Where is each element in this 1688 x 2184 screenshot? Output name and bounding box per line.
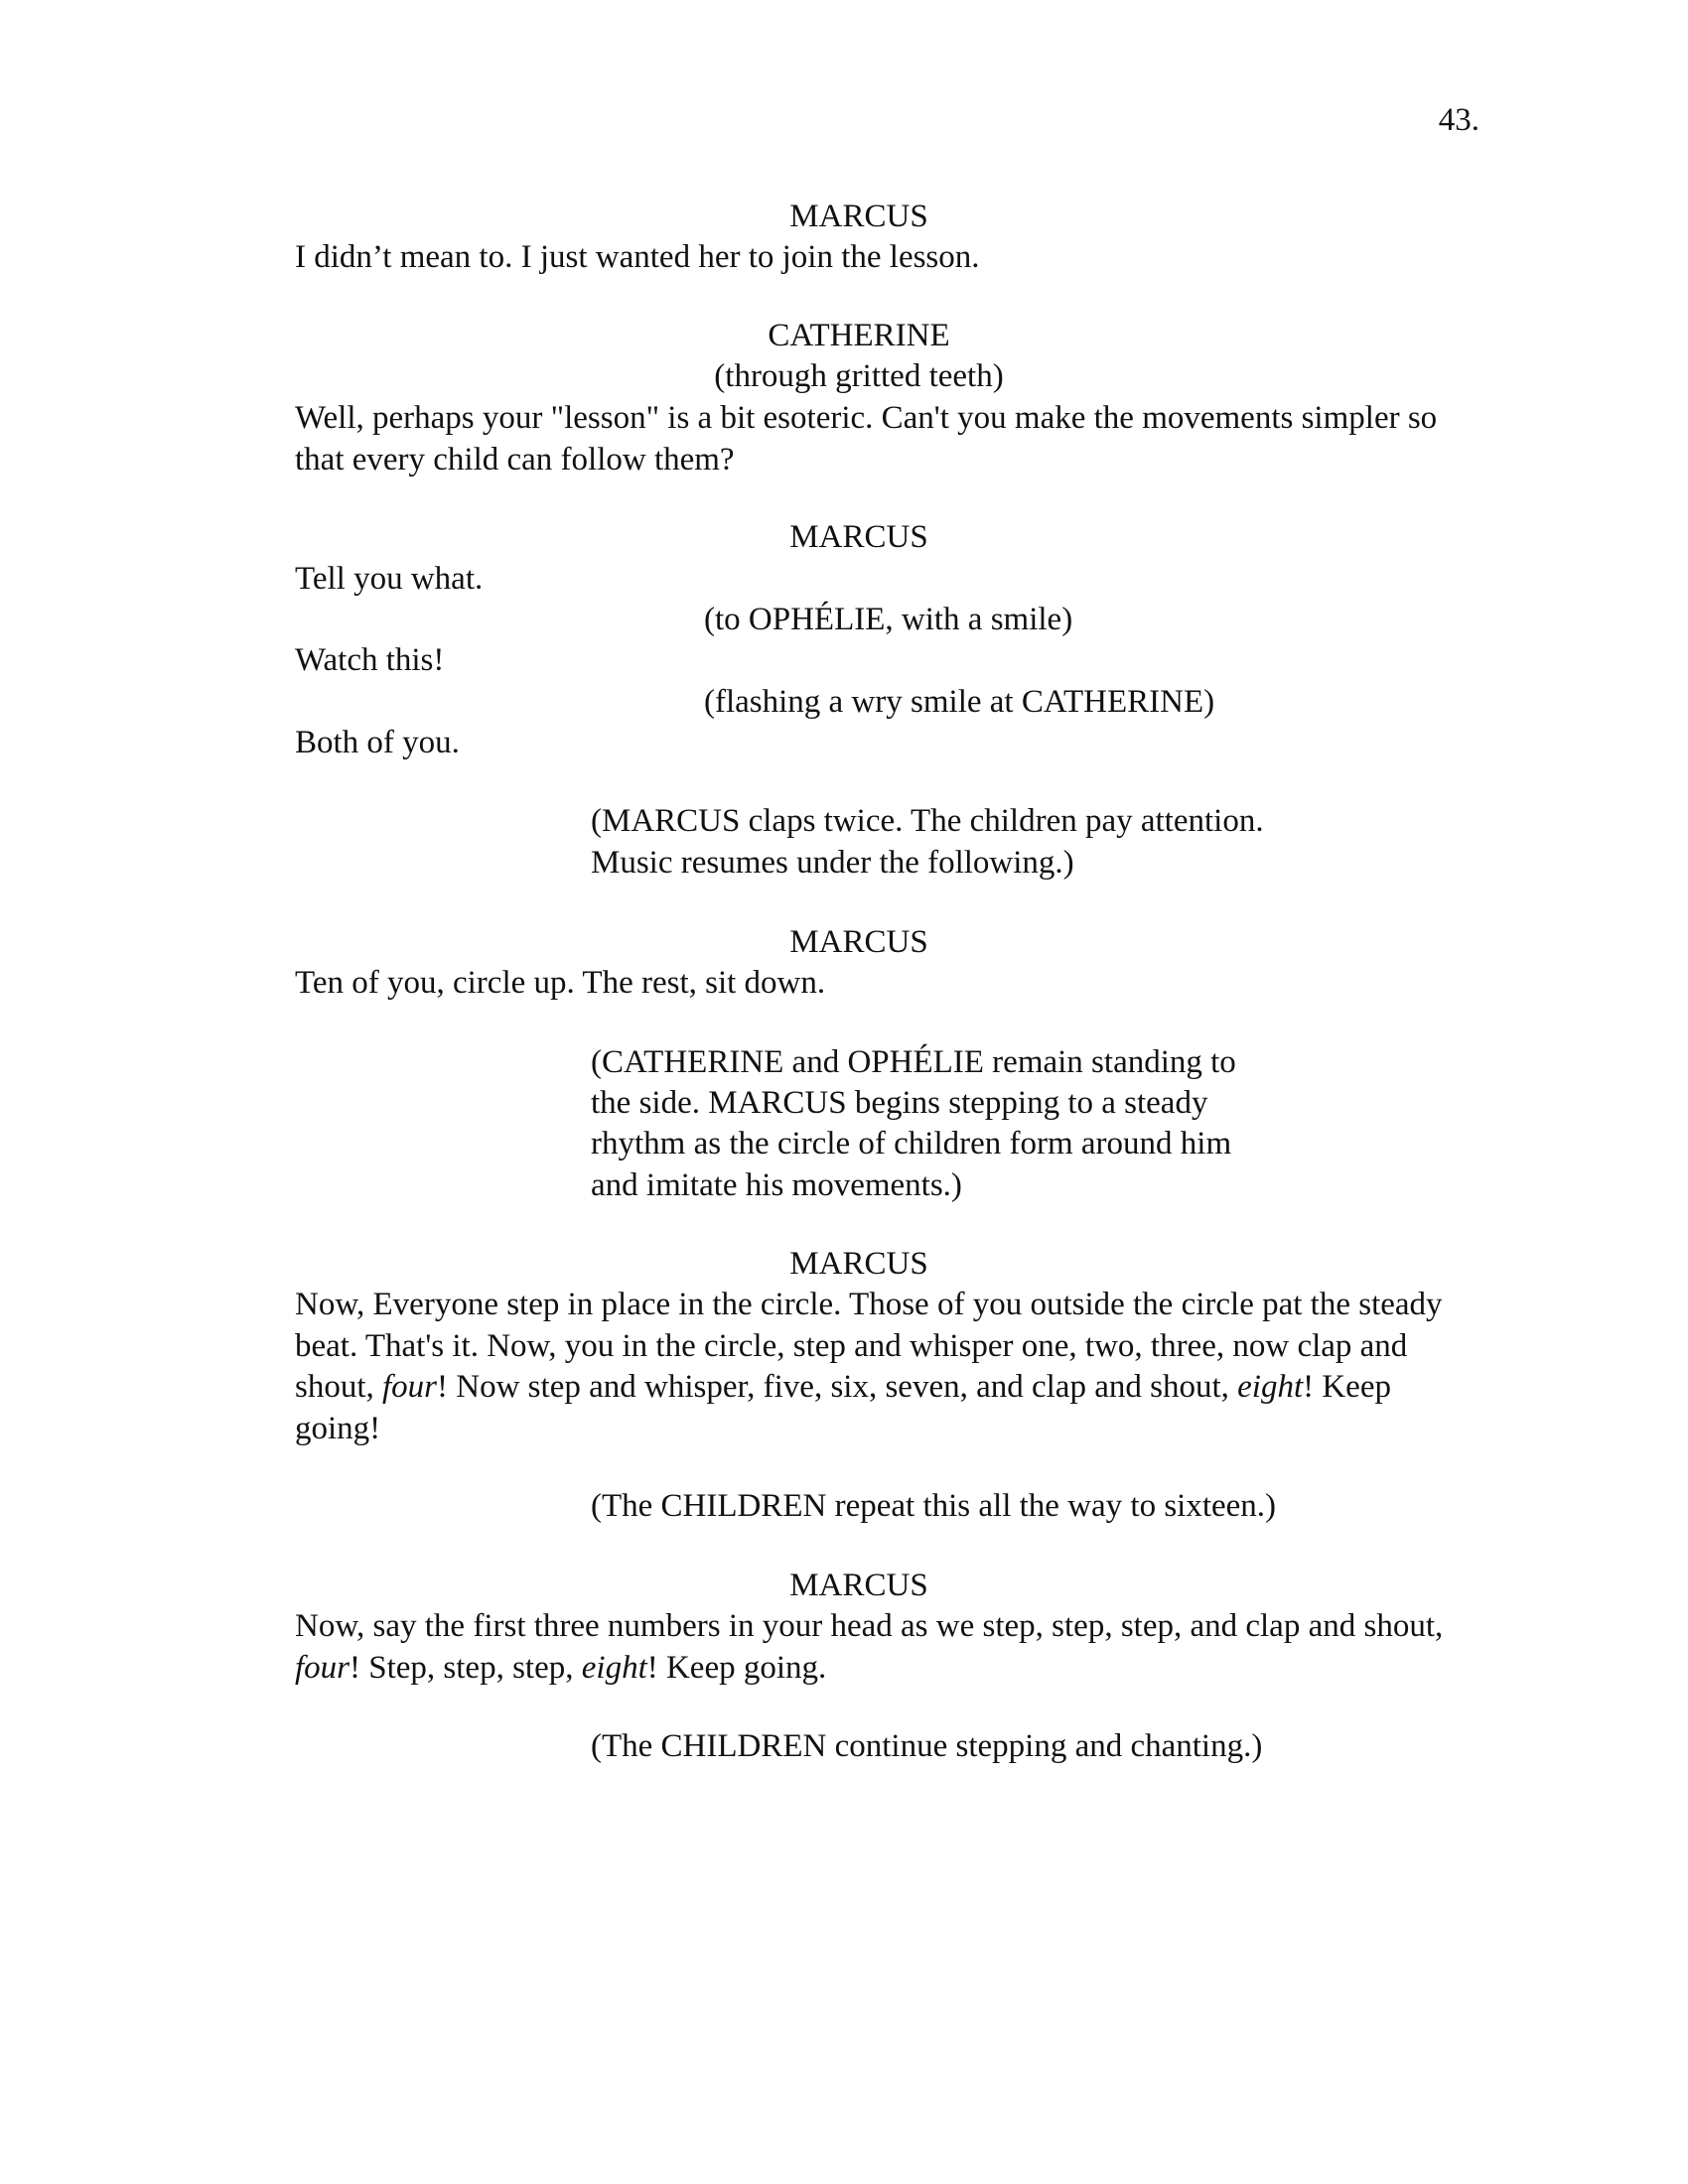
page-number: 43. bbox=[1438, 102, 1479, 138]
stage-direction: and imitate his movements.) bbox=[591, 1167, 962, 1203]
dialogue-line: that every child can follow them? bbox=[295, 442, 735, 478]
dialogue-line: Ten of you, circle up. The rest, sit down. bbox=[295, 965, 826, 1001]
dialogue-line: Tell you what. bbox=[295, 561, 484, 597]
dialogue-line: beat. That's it. Now, you in the circle, step and whisper one, two, three, now clap and bbox=[295, 1328, 1408, 1364]
parenthetical: (through gritted teeth) bbox=[714, 358, 1004, 394]
character-name-catherine: CATHERINE bbox=[768, 318, 950, 353]
text-segment: shout, bbox=[295, 1369, 383, 1405]
dialogue-line: Watch this! bbox=[295, 642, 445, 678]
dialogue-line: going! bbox=[295, 1411, 381, 1446]
character-name-marcus: MARCUS bbox=[789, 519, 928, 555]
stage-direction: the side. MARCUS begins stepping to a steady bbox=[591, 1085, 1208, 1121]
emphasis-eight: eight bbox=[1237, 1369, 1304, 1405]
dialogue-line: Now, say the first three numbers in your head as we step, step, step, and clap and shout, bbox=[295, 1608, 1444, 1644]
stage-direction: (CATHERINE and OPHÉLIE remain standing to bbox=[591, 1044, 1236, 1080]
emphasis-eight: eight bbox=[581, 1650, 647, 1686]
dialogue-line bbox=[295, 1648, 826, 1688]
parenthetical: (to OPHÉLIE, with a smile) bbox=[704, 602, 1073, 637]
parenthetical: (flashing a wry smile at CATHERINE) bbox=[704, 684, 1215, 720]
character-name-marcus: MARCUS bbox=[789, 199, 928, 234]
text-segment: ! Keep going. bbox=[646, 1650, 827, 1686]
dialogue-line: I didn’t mean to. I just wanted her to join the lesson. bbox=[295, 239, 980, 275]
character-name-marcus: MARCUS bbox=[789, 1568, 928, 1603]
stage-direction: Music resumes under the following.) bbox=[591, 845, 1074, 881]
text-segment: ! Step, step, step, bbox=[350, 1650, 582, 1686]
character-name-marcus: MARCUS bbox=[789, 1246, 928, 1282]
character-name-marcus: MARCUS bbox=[789, 924, 928, 960]
stage-direction: rhythm as the circle of children form around him bbox=[591, 1126, 1232, 1161]
text-segment: ! Now step and whisper, five, six, seven, and clap and shout, bbox=[437, 1369, 1238, 1405]
dialogue-line bbox=[295, 1367, 1391, 1407]
dialogue-line: Now, Everyone step in place in the circle. Those of you outside the circle pat the steady bbox=[295, 1287, 1443, 1322]
emphasis-four: four bbox=[295, 1650, 351, 1686]
stage-direction: (The CHILDREN continue stepping and chanting.) bbox=[591, 1728, 1263, 1764]
emphasis-four: four bbox=[382, 1369, 438, 1405]
dialogue-line: Well, perhaps your "lesson" is a bit esoteric. Can't you make the movements simpler so bbox=[295, 400, 1438, 436]
text-segment: ! Keep bbox=[1303, 1369, 1391, 1405]
stage-direction: (The CHILDREN repeat this all the way to sixteen.) bbox=[591, 1488, 1277, 1524]
dialogue-line: Both of you. bbox=[295, 725, 460, 760]
stage-direction: (MARCUS claps twice. The children pay attention. bbox=[591, 803, 1264, 839]
